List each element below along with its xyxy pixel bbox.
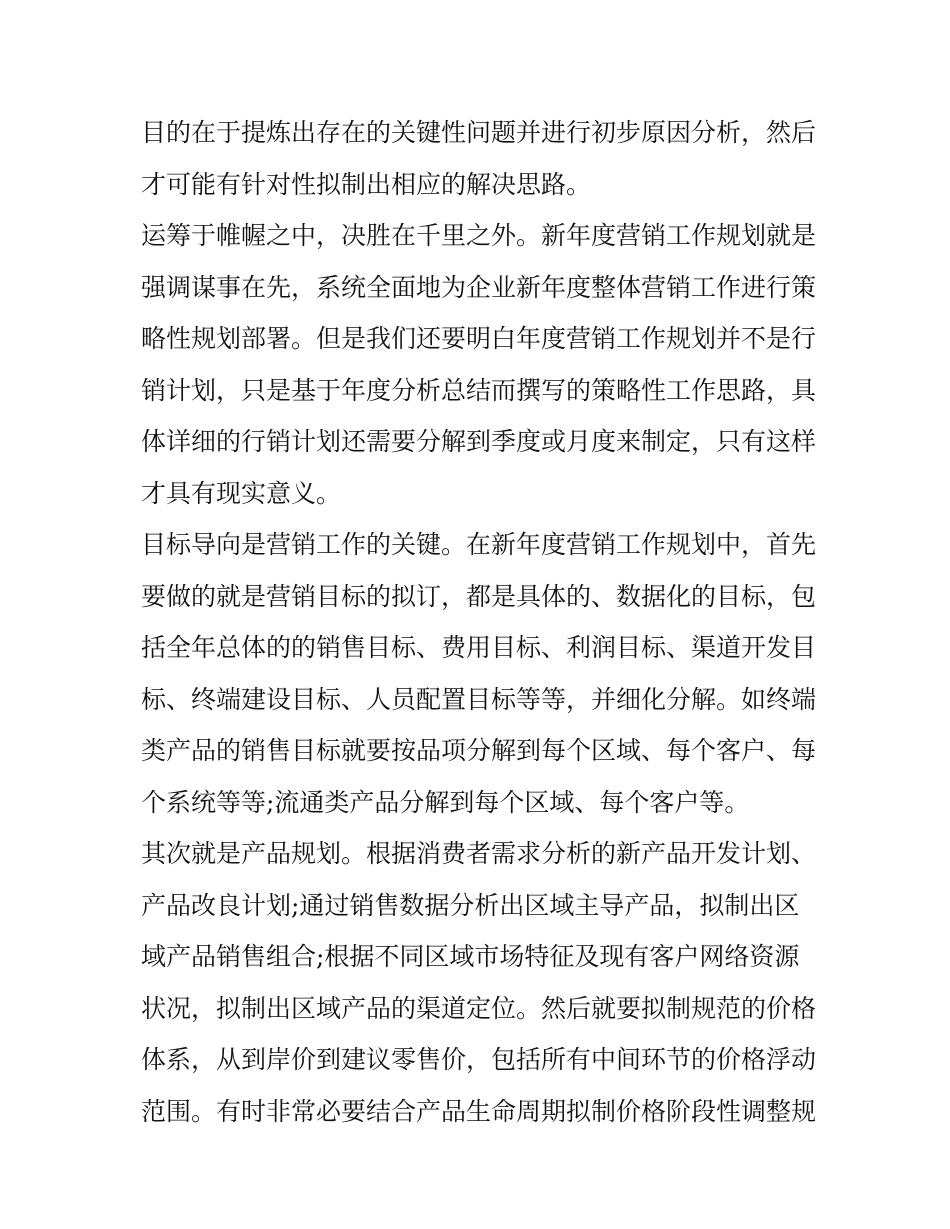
text-line: 目标导向是营销工作的关键。在新年度营销工作规划中，首先	[141, 530, 817, 559]
text-line: 强调谋事在先，系统全面地为企业新年度整体营销工作进行策	[141, 272, 817, 302]
text-line: 才具有现实意义。	[141, 478, 342, 508]
text-line: 运筹于帷幄之中，决胜在千里之外。新年度营销工作规划就是	[141, 221, 817, 250]
text-line: 状况，拟制出区域产品的渠道定位。然后就要拟制规范的价格	[141, 993, 817, 1023]
body-text	[141, 107, 821, 1137]
text-line: 体系，从到岸价到建议零售价，包括所有中间环节的价格浮动	[141, 1045, 817, 1074]
text-line: 域产品销售组合;根据不同区域市场特征及现有客户网络资源	[141, 942, 800, 971]
text-line: 范围。有时非常必要结合产品生命周期拟制价格阶段性调整规	[141, 1096, 817, 1126]
text-line: 标、终端建设目标、人员配置目标等等，并细化分解。如终端	[141, 684, 817, 714]
text-line: 体详细的行销计划还需要分解到季度或月度来制定，只有这样	[141, 427, 817, 456]
text-line: 略性规划部署。但是我们还要明白年度营销工作规划并不是行	[141, 324, 817, 353]
text-line: 其次就是产品规划。根据消费者需求分析的新产品开发计划、	[141, 839, 817, 868]
text-line: 才可能有针对性拟制出相应的解决思路。	[141, 169, 592, 199]
text-line: 产品改良计划;通过销售数据分析出区域主导产品，拟制出区	[141, 890, 800, 920]
text-line: 销计划，只是基于年度分析总结而撰写的策略性工作思路，具	[141, 375, 817, 405]
text-line: 类产品的销售目标就要按品项分解到每个区域、每个客户、每	[141, 736, 817, 765]
text-line: 要做的就是营销目标的拟订，都是具体的、数据化的目标，包	[141, 581, 817, 611]
text-line: 括全年总体的的销售目标、费用目标、利润目标、渠道开发目	[141, 633, 817, 662]
text-line: 个系统等等;流通类产品分解到每个区域、每个客户等。	[141, 787, 750, 817]
text-line: 目的在于提炼出存在的关键性问题并进行初步原因分析，然后	[141, 118, 817, 147]
